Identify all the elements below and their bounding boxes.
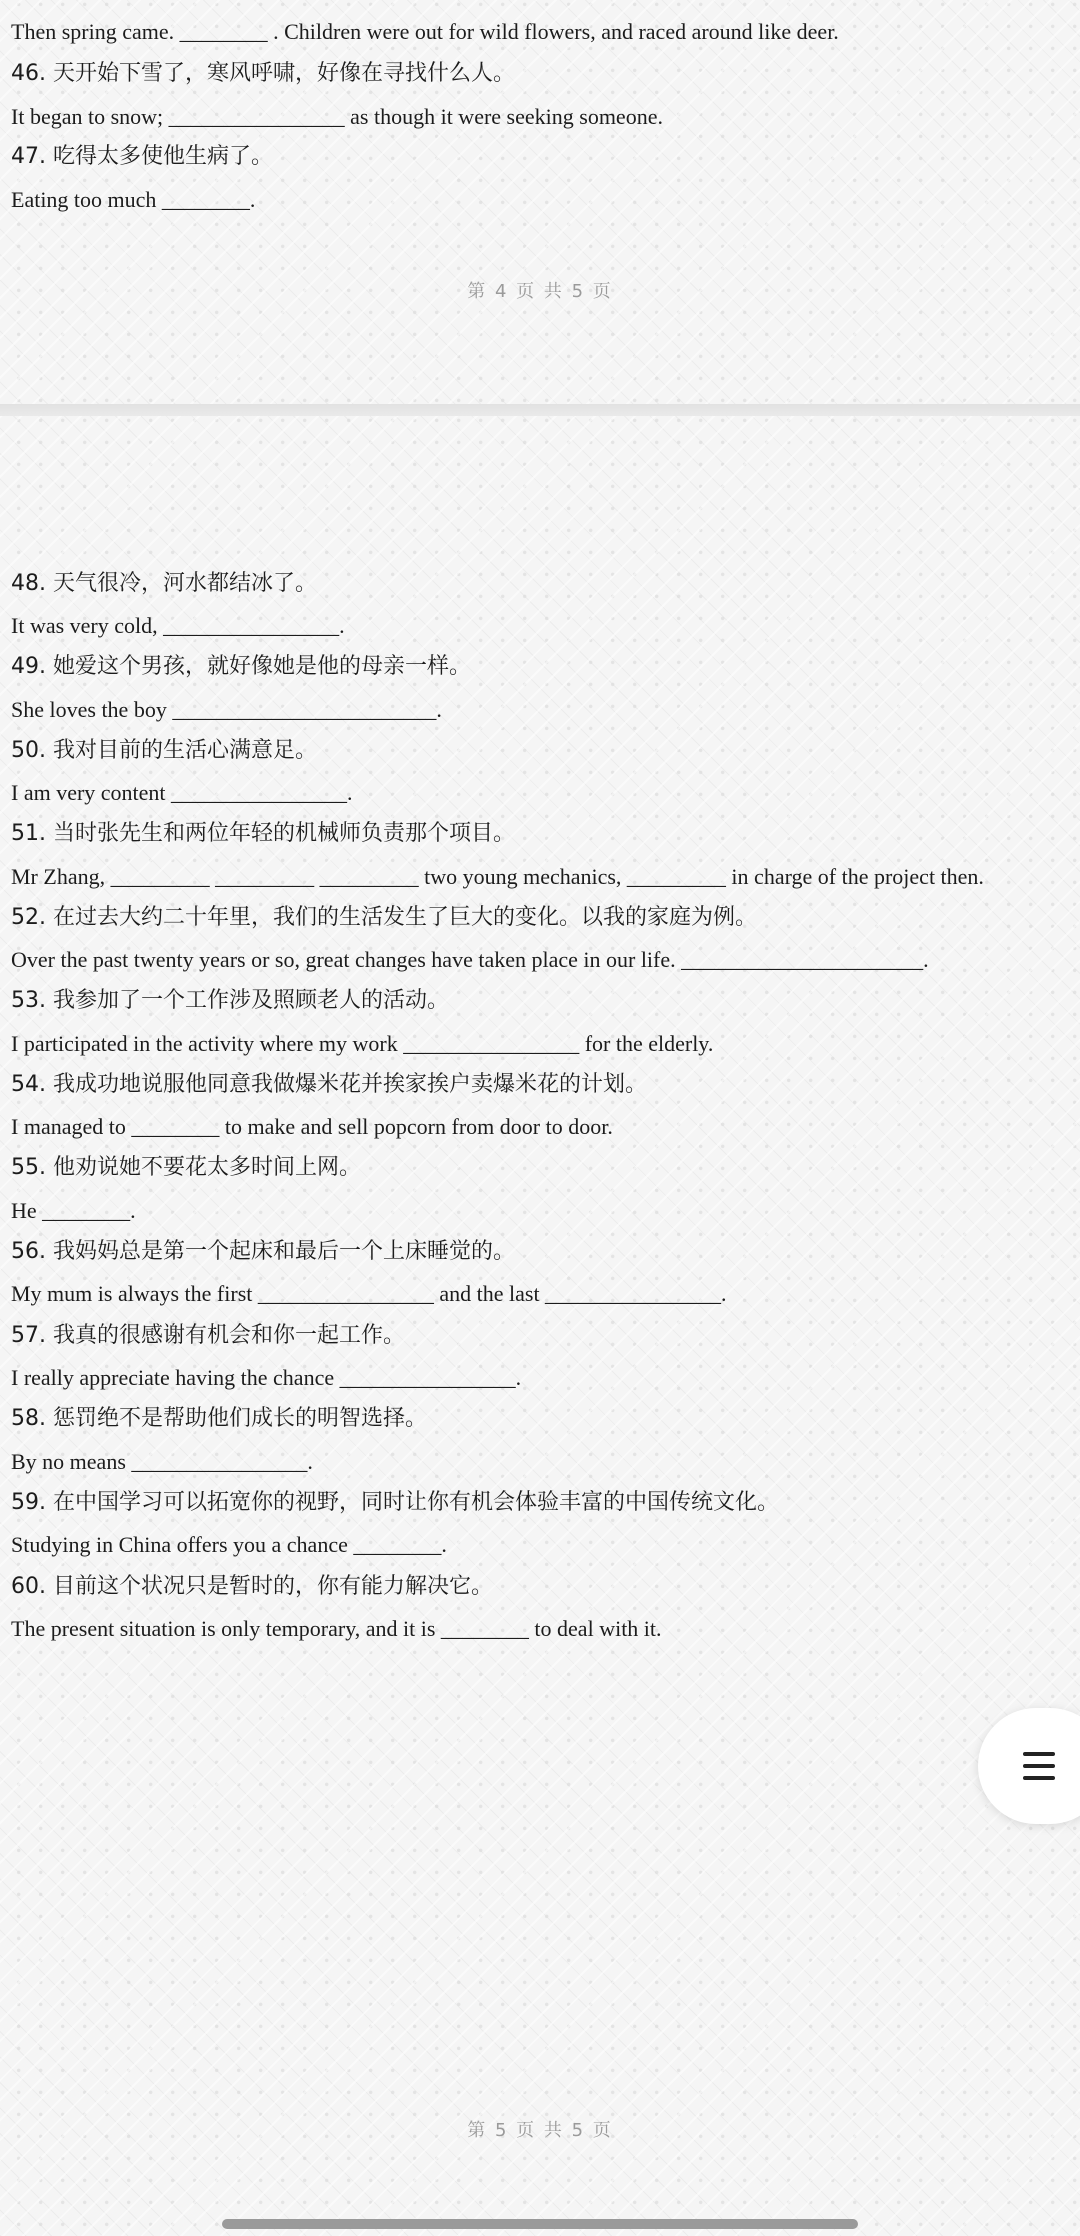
answer-56-english: My mum is always the first ________________ and the last ________________. bbox=[11, 1281, 727, 1306]
question-56-chinese: 56. 我妈妈总是第一个起床和最后一个上床睡觉的。 bbox=[11, 1239, 515, 1264]
answer-52-english: Over the past twenty years or so, great changes have taken place in our life. ______________________. bbox=[11, 947, 929, 972]
answer-57-english: I really appreciate having the chance ________________. bbox=[11, 1365, 522, 1390]
sentence-45-english: Then spring came. ________ . Children were out for wild flowers, and raced around like deer. bbox=[11, 19, 839, 44]
question-60-chinese: 60. 目前这个状况只是暂时的，你有能力解决它。 bbox=[11, 1574, 493, 1599]
question-48-chinese: 48. 天气很冷，河水都结冰了。 bbox=[11, 571, 317, 596]
home-indicator[interactable] bbox=[222, 2219, 858, 2229]
question-58-chinese: 58. 惩罚绝不是帮助他们成长的明智选择。 bbox=[11, 1406, 427, 1431]
question-59-chinese: 59. 在中国学习可以拓宽你的视野，同时让你有机会体验丰富的中国传统文化。 bbox=[11, 1490, 779, 1515]
answer-58-english: By no means ________________. bbox=[11, 1449, 313, 1474]
answer-54-english: I managed to ________ to make and sell popcorn from door to door. bbox=[11, 1114, 613, 1139]
answer-60-english: The present situation is only temporary, and it is ________ to deal with it. bbox=[11, 1616, 662, 1641]
answer-59-english: Studying in China offers you a chance ________. bbox=[11, 1532, 447, 1557]
question-52-chinese: 52. 在过去大约二十年里，我们的生活发生了巨大的变化。以我的家庭为例。 bbox=[11, 905, 757, 930]
answer-50-english: I am very content ________________. bbox=[11, 780, 353, 805]
page-footer-4: 第 4 页 共 5 页 bbox=[467, 281, 613, 302]
answer-49-english: She loves the boy ________________________. bbox=[11, 697, 442, 722]
answer-46-english: It began to snow; ________________ as though it were seeking someone. bbox=[11, 104, 663, 129]
question-55-chinese: 55. 他劝说她不要花太多时间上网。 bbox=[11, 1155, 361, 1180]
answer-48-english: It was very cold, ________________. bbox=[11, 613, 345, 638]
question-49-chinese: 49. 她爱这个男孩，就好像她是他的母亲一样。 bbox=[11, 654, 471, 679]
answer-53-english: I participated in the activity where my work ________________ for the elderly. bbox=[11, 1031, 714, 1056]
answer-51-english: Mr Zhang, _________ _________ _________ two young mechanics, _________ in charge of the project then. bbox=[11, 864, 984, 889]
document-page-4 bbox=[0, 0, 1080, 408]
question-57-chinese: 57. 我真的很感谢有机会和你一起工作。 bbox=[11, 1323, 405, 1348]
question-51-chinese: 51. 当时张先生和两位年轻的机械师负责那个项目。 bbox=[11, 821, 515, 846]
hamburger-menu-icon bbox=[1023, 1752, 1055, 1780]
answer-47-english: Eating too much ________. bbox=[11, 187, 256, 212]
question-50-chinese: 50. 我对目前的生活心满意足。 bbox=[11, 738, 317, 763]
document-page-5 bbox=[0, 416, 1080, 2236]
question-53-chinese: 53. 我参加了一个工作涉及照顾老人的活动。 bbox=[11, 988, 449, 1013]
question-47-chinese: 47. 吃得太多使他生病了。 bbox=[11, 144, 273, 169]
question-46-chinese: 46. 天开始下雪了，寒风呼啸，好像在寻找什么人。 bbox=[11, 61, 515, 86]
question-54-chinese: 54. 我成功地说服他同意我做爆米花并挨家挨户卖爆米花的计划。 bbox=[11, 1072, 647, 1097]
answer-55-english: He ________. bbox=[11, 1198, 136, 1223]
page-footer-5: 第 5 页 共 5 页 bbox=[467, 2120, 613, 2141]
